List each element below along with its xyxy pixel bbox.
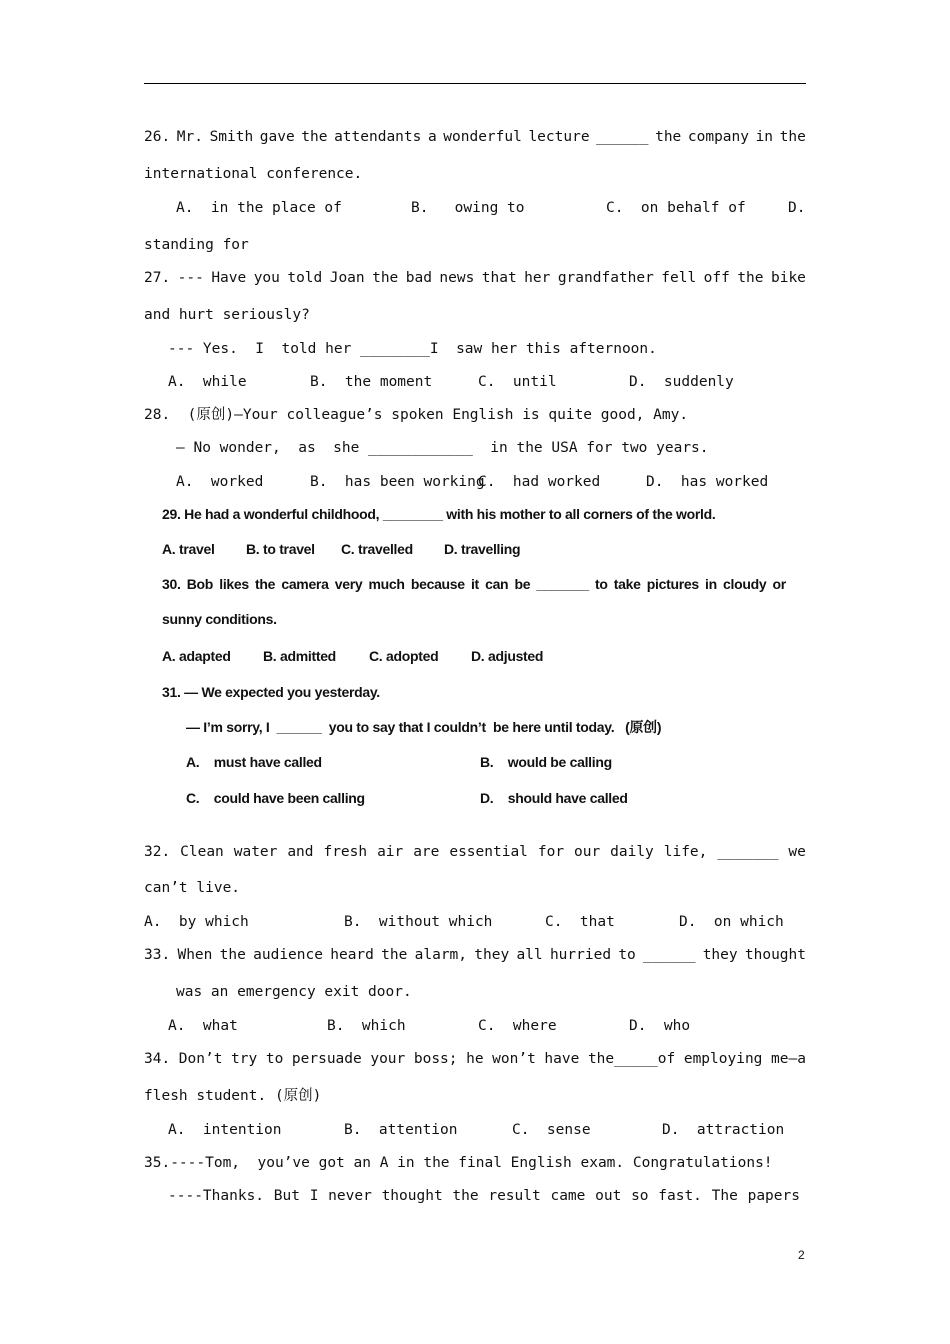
q30-line2: sunny conditions. (162, 611, 277, 627)
word: fell (661, 270, 697, 286)
q29-line1: 29. He had a wonderful childhood, ________ with his mother to all corners of the world. (162, 506, 716, 522)
q33-option-a: A. what (168, 1018, 238, 1034)
word: gave (259, 129, 295, 145)
q26-option-b: B. owing to (411, 200, 525, 216)
word: came (550, 1188, 586, 1204)
q28-option-b: B. has been working (310, 474, 485, 490)
q32-line1 (144, 843, 806, 861)
word: Smith (209, 129, 254, 145)
q27-line3: --- Yes. I told her ________I saw her this afternoon. (168, 341, 657, 357)
word: the (219, 947, 246, 963)
word: have (544, 1051, 580, 1067)
word: employing (683, 1051, 763, 1067)
word: your (370, 1051, 406, 1067)
word: to (618, 947, 636, 963)
word: off (703, 270, 730, 286)
q26-option-c: C. on behalf of (606, 200, 746, 216)
q28-option-d: D. has worked (646, 474, 769, 490)
word: grandfather (557, 270, 654, 286)
word: life, (663, 844, 708, 860)
word: because (410, 576, 465, 592)
q30-option-d: D. adjusted (471, 648, 544, 664)
word: you (253, 270, 280, 286)
answer-blank: _______ (717, 844, 779, 860)
q28-line1: 28. (原创)—Your colleague’s spoken English is quite good, Amy. (144, 407, 689, 423)
word: audience (253, 947, 323, 963)
header-rule (144, 83, 806, 84)
word: fresh (323, 844, 368, 860)
word: --- (177, 270, 204, 286)
q29-option-d: D. travelling (444, 541, 521, 557)
word: the (779, 129, 806, 145)
word: never (328, 1188, 372, 1204)
word: won’t (492, 1051, 536, 1067)
q32-option-a: A. by which (144, 914, 249, 930)
word: to (265, 1051, 284, 1067)
word: Don’t (178, 1051, 223, 1067)
word: our (574, 844, 601, 860)
q34-option-c: C. sense (512, 1122, 591, 1138)
q29-option-c: C. travelled (341, 541, 413, 557)
word: pictures (646, 576, 699, 592)
word: attendants (334, 129, 422, 145)
word: take (613, 576, 641, 592)
q31-option-c: C. could have been calling (186, 790, 365, 806)
word: air (377, 844, 404, 860)
q26-line2: international conference. (144, 166, 363, 182)
word: or (772, 576, 786, 592)
word: try (231, 1051, 258, 1067)
word: boss; (413, 1051, 458, 1067)
q34-option-d: D. attraction (662, 1122, 785, 1138)
q33-line2: was an emergency exit door. (176, 984, 412, 1000)
word: out (595, 1188, 622, 1204)
word: in (705, 576, 717, 592)
page-number: 2 (798, 1248, 805, 1262)
word: I (309, 1188, 319, 1204)
word: cloudy (723, 576, 767, 592)
word: much (368, 576, 405, 592)
word: persuade (291, 1051, 362, 1067)
word: very (334, 576, 363, 592)
word: Bob (186, 576, 214, 592)
word: the (737, 270, 764, 286)
word: likes (219, 576, 249, 592)
word: When (177, 947, 213, 963)
word: bike (770, 270, 806, 286)
q26-option-d: standing for (144, 237, 249, 253)
word: me—a (771, 1051, 806, 1067)
word: it (470, 576, 479, 592)
q34-line1 (144, 1050, 806, 1068)
word: the (255, 576, 276, 592)
q33-line1 (144, 946, 806, 964)
q32-option-d: D. on which (679, 914, 784, 930)
q27-line1 (144, 269, 806, 287)
q29-option-b: B. to travel (246, 541, 315, 557)
q27-line2: and hurt seriously? (144, 307, 310, 323)
word: the (301, 129, 328, 145)
word: her (524, 270, 551, 286)
q30-option-b: B. admitted (263, 648, 336, 664)
word: 33. (144, 947, 171, 963)
q31-option-b: B. would be calling (480, 754, 612, 770)
word: 34. (144, 1051, 171, 1067)
q30-option-c: C. adopted (369, 648, 439, 664)
word: company (687, 129, 749, 145)
word: Mr. (176, 129, 203, 145)
answer-blank: ______ (643, 947, 696, 963)
word: so (631, 1188, 649, 1204)
q33-option-c: C. where (478, 1018, 557, 1034)
q26-line1 (144, 128, 806, 146)
q34-option-b: B. attention (344, 1122, 458, 1138)
q30-line1 (162, 575, 786, 593)
word: essential (449, 844, 528, 860)
answer-blank: the_____of (587, 1051, 676, 1067)
word: heard (330, 947, 374, 963)
word: 27. (144, 270, 171, 286)
q26-option-d-label: D. (788, 200, 806, 216)
q27-option-c: C. until (478, 374, 557, 390)
word: the (381, 947, 408, 963)
word: that (481, 270, 517, 286)
word: the (655, 129, 682, 145)
word: told (287, 270, 323, 286)
word: a (427, 129, 437, 145)
word: papers (747, 1188, 800, 1204)
q33-option-b: B. which (327, 1018, 406, 1034)
word: are (413, 844, 440, 860)
word: ----Thanks. (168, 1188, 265, 1204)
word: he (466, 1051, 484, 1067)
word: thought (381, 1188, 443, 1204)
q31-option-a: A. must have called (186, 754, 322, 770)
q34-line2: flesh student. (原创) (144, 1088, 322, 1104)
word: we (788, 844, 806, 860)
word: Have (211, 270, 247, 286)
word: bad (405, 270, 432, 286)
q35-line1: 35.----Tom, you’ve got an A in the final English exam. Congratulations! (144, 1155, 773, 1171)
word: fast. (658, 1188, 702, 1204)
q31-option-d: D. should have called (480, 790, 628, 806)
word: thought (744, 947, 806, 963)
word: 30. (162, 576, 181, 592)
word: alarm, (414, 947, 468, 963)
q33-option-d: D. who (629, 1018, 691, 1034)
word: the (452, 1188, 479, 1204)
word: in (755, 129, 774, 145)
word: be (514, 576, 531, 592)
word: But (273, 1188, 300, 1204)
q32-line2: can’t live. (144, 880, 241, 896)
word: daily (610, 844, 654, 860)
word: 26. (144, 129, 171, 145)
answer-blank: _______ (536, 576, 589, 592)
q32-option-c: C. that (545, 914, 615, 930)
q28-line2: — No wonder, as she ____________ in the USA for two years. (176, 440, 709, 456)
word: result (488, 1188, 541, 1204)
word: hurried (549, 947, 612, 963)
q28-option-a: A. worked (176, 474, 264, 490)
word: The (711, 1188, 738, 1204)
q27-option-b: B. the moment (310, 374, 433, 390)
q29-option-a: A. travel (162, 541, 215, 557)
q30-option-a: A. adapted (162, 648, 231, 664)
word: can (485, 576, 509, 592)
word: for (537, 844, 565, 860)
word: and (287, 844, 314, 860)
word: news (439, 270, 475, 286)
word: the (372, 270, 399, 286)
answer-blank: ______ (596, 129, 649, 145)
q31-line1: 31. — We expected you yesterday. (162, 684, 380, 700)
word: 32. (144, 844, 171, 860)
word: all (516, 947, 543, 963)
q32-option-b: B. without which (344, 914, 493, 930)
word: they (702, 947, 738, 963)
word: lecture (528, 129, 590, 145)
q27-option-d: D. suddenly (629, 374, 734, 390)
q35-line2 (168, 1187, 800, 1205)
word: they (474, 947, 510, 963)
q26-option-a: A. in the place of (176, 200, 342, 216)
word: wonderful (443, 129, 522, 145)
q31-line2: — I’m sorry, I ______ you to say that I couldn’t be here until today. (原创) (186, 719, 662, 735)
word: water (233, 844, 278, 860)
word: Joan (329, 270, 365, 286)
q34-option-a: A. intention (168, 1122, 282, 1138)
q28-option-c: C. had worked (478, 474, 601, 490)
word: Clean (180, 844, 224, 860)
q27-option-a: A. while (168, 374, 247, 390)
word: to (594, 576, 608, 592)
word: camera (281, 576, 329, 592)
